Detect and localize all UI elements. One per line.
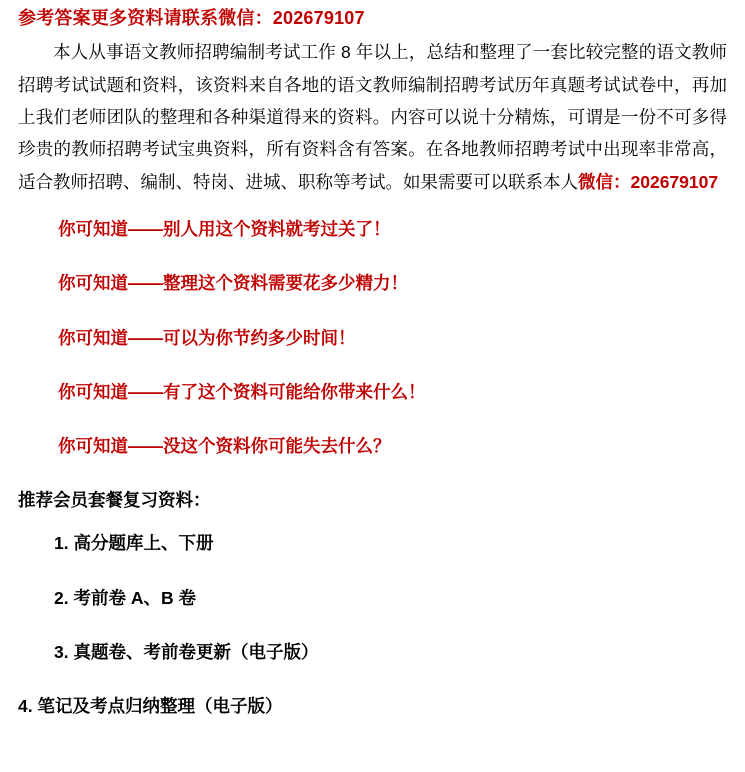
package-item: 4. 笔记及考点归纳整理（电子版） xyxy=(18,696,283,717)
package-item: 1. 高分题库上、下册 xyxy=(54,533,214,554)
package-section-title: 推荐会员套餐复习资料： xyxy=(18,490,211,511)
intro-paragraph xyxy=(18,36,727,198)
slogan-item: 你可知道——可以为你节约多少时间！ xyxy=(58,327,356,348)
intro-paragraph-text: 本人从事语文教师招聘编制考试工作 8 年以上，总结和整理了一套比较完整的语文教师招聘考试试题和资料，该资料来自各地的语文教师编制招聘考试历年真题考试试卷中，再加上我们老师团队的整理和各种渠道得来的资料。内容可以说十分精炼，可谓是一份不可多得珍贵的教师招聘考试宝典资料，所有资料含有答案。在各地教师招聘考试中出现率非常高，适合教师招聘、编制、特岗、进城、职称等考试。如果需要可以联系本人 xyxy=(18,42,727,192)
slogan-list xyxy=(18,216,727,459)
package-item: 3. 真题卷、考前卷更新（电子版） xyxy=(54,641,319,662)
intro-paragraph-wechat: 微信：202679107 xyxy=(578,171,719,192)
slogan-item: 你可知道——有了这个资料可能给你带来什么！ xyxy=(58,381,426,402)
slogan-item: 你可知道——没这个资料你可能失去什么？ xyxy=(58,436,391,457)
slogan-item: 你可知道——整理这个资料需要花多少精力！ xyxy=(58,273,408,294)
package-list xyxy=(18,530,727,719)
page-headline: 参考答案更多资料请联系微信：202679107 xyxy=(18,8,365,28)
slogan-item: 你可知道——别人用这个资料就考过关了！ xyxy=(58,219,391,240)
package-item: 2. 考前卷 A、B 卷 xyxy=(54,587,196,608)
